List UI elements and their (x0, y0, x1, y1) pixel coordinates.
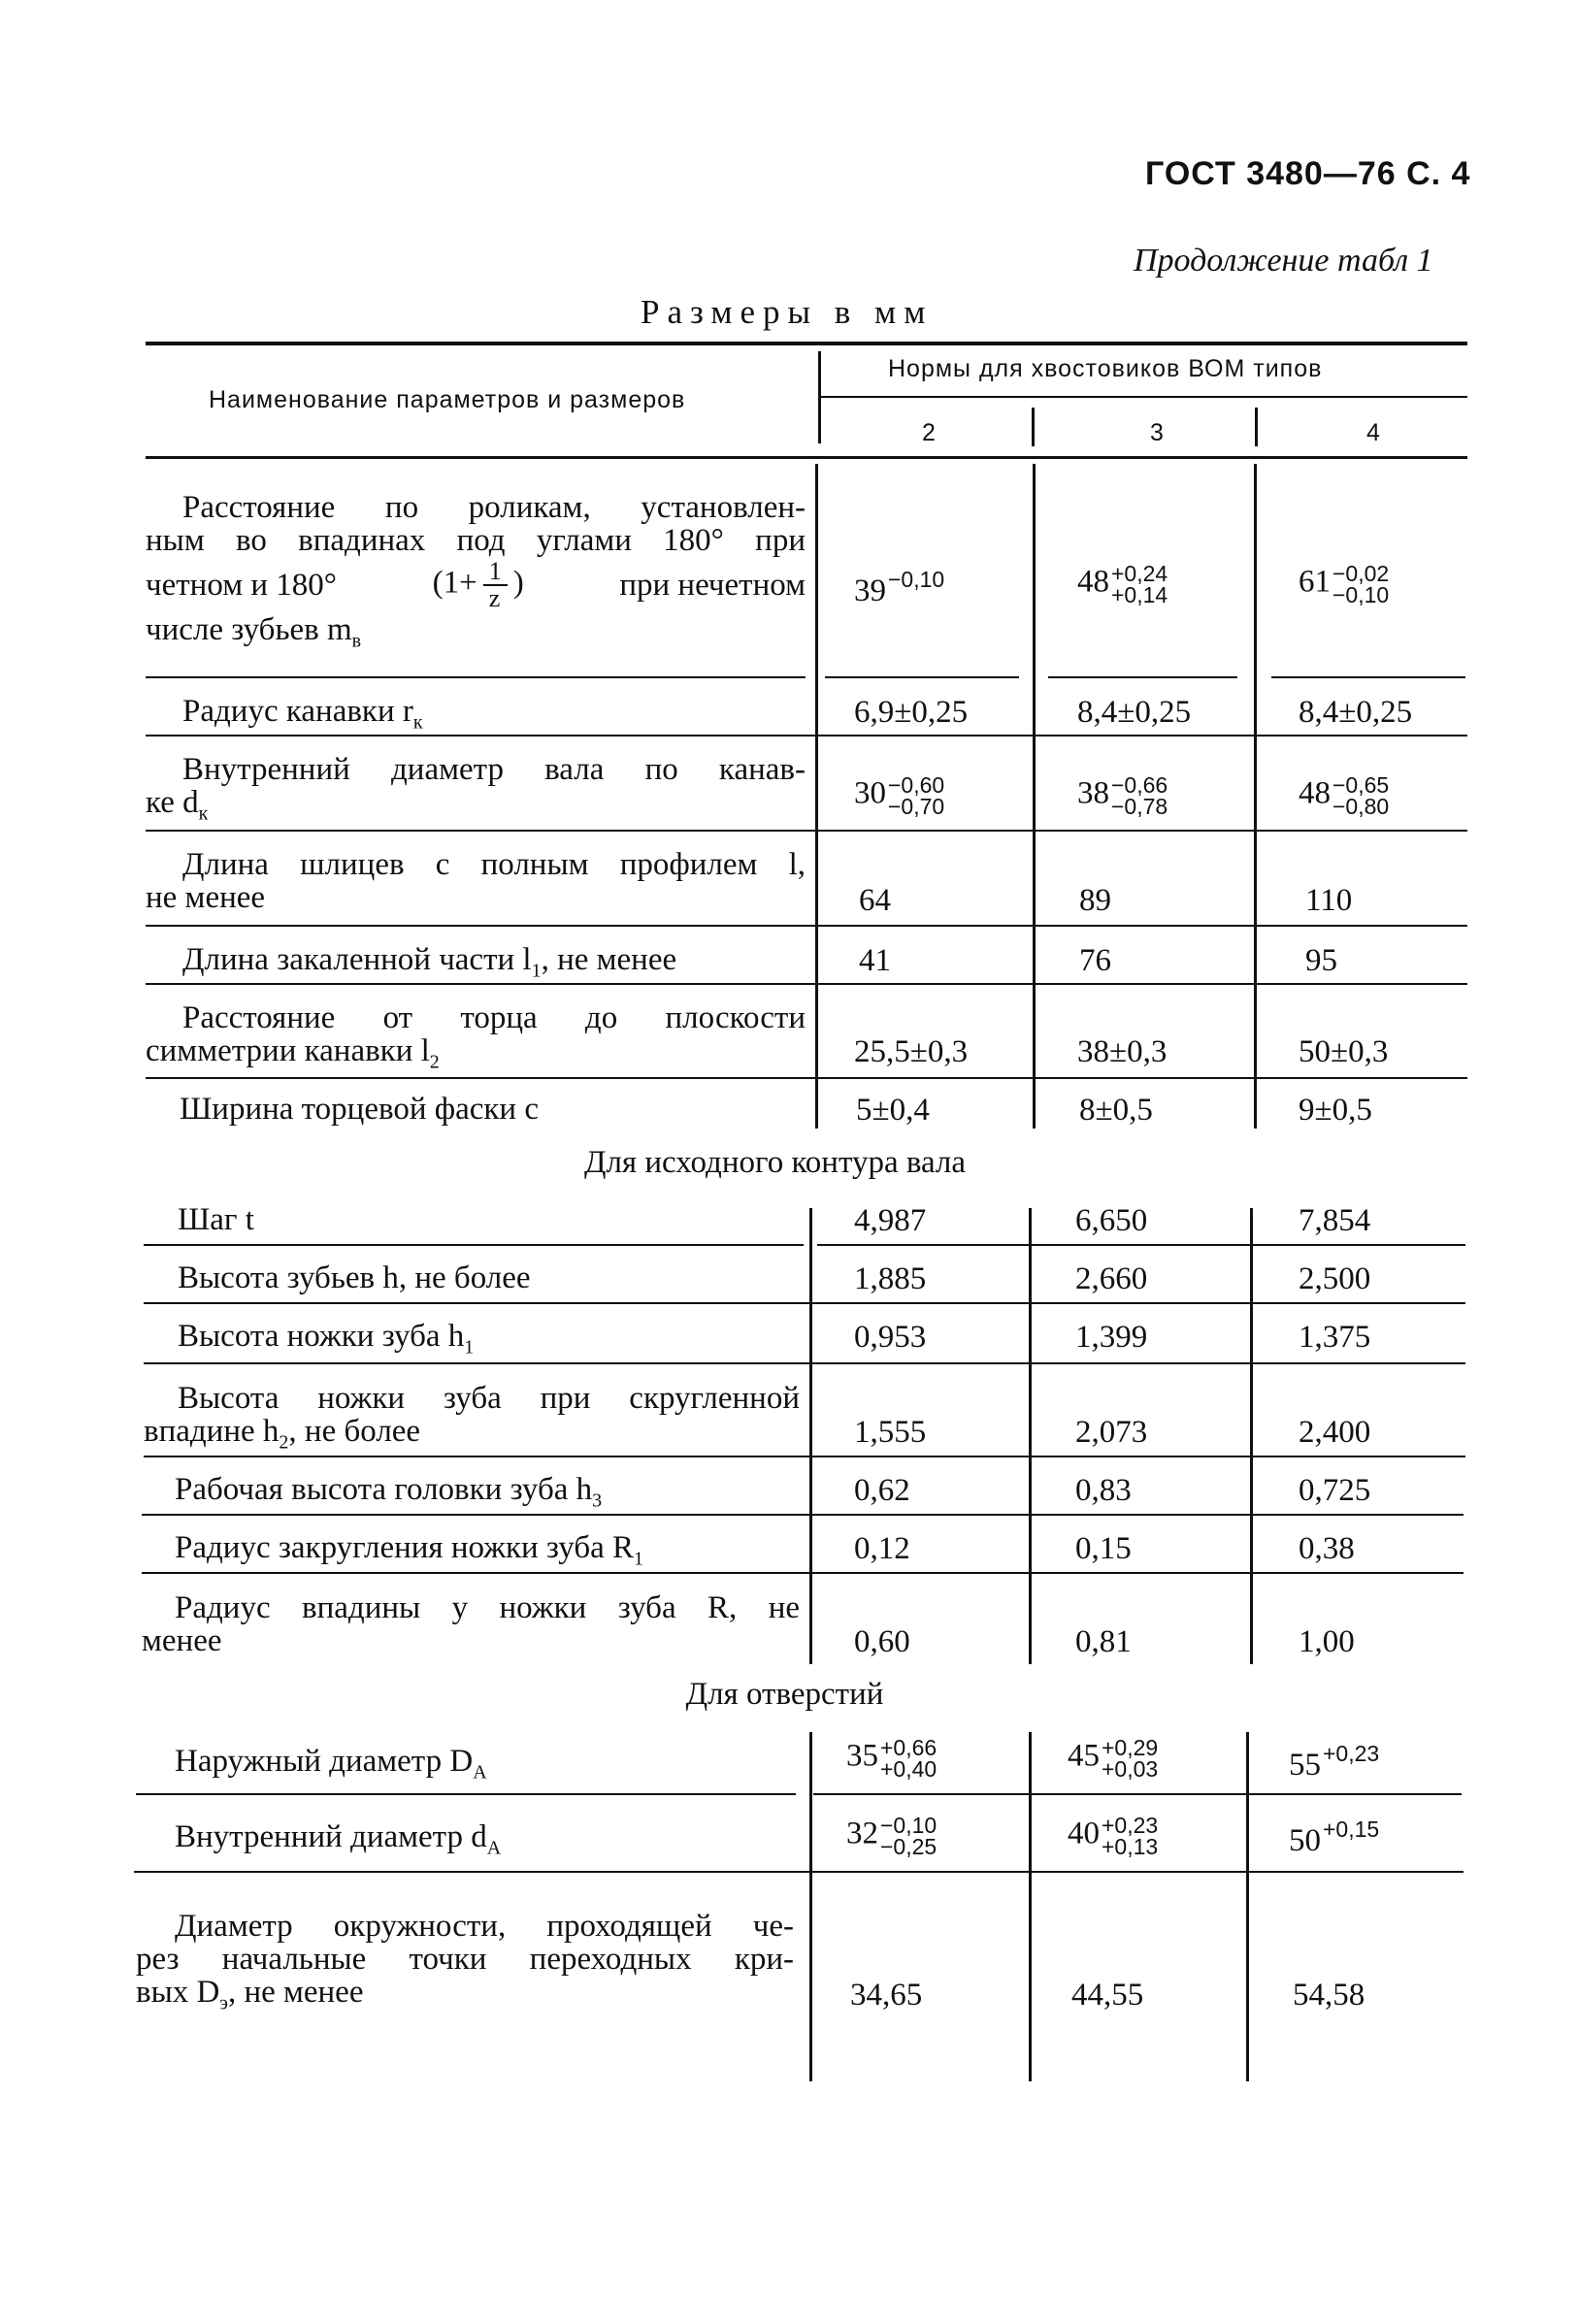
r9-type3-value: 2,660 (1075, 1261, 1148, 1296)
r9-type2-value: 1,885 (854, 1261, 927, 1296)
r6-type4-value: 50±0,3 (1299, 1034, 1389, 1069)
r1-type2-value (854, 567, 944, 609)
r10-type4-value: 1,375 (1299, 1320, 1371, 1355)
label-fragment: впадине h (144, 1414, 280, 1449)
col-divider-b3 (1250, 1208, 1253, 1664)
r2-type3-value: 8,4±0,25 (1077, 695, 1192, 730)
r12-type4-value: 0,725 (1299, 1473, 1371, 1508)
row-rule (817, 1244, 1465, 1246)
row-rule (1271, 676, 1465, 678)
r4-type3-value: 89 (1079, 883, 1111, 918)
row-rule (146, 1077, 1467, 1079)
base: 48 (1077, 564, 1109, 600)
row-hardened-length-label (182, 943, 676, 988)
row-rule (144, 1302, 1465, 1304)
label-fragment: симметрии канавки l (146, 1033, 430, 1068)
row-transition-circle-label (136, 1910, 794, 2020)
r4-type2-value: 64 (859, 883, 891, 918)
fraction-numerator: 1 (483, 559, 508, 586)
row-spline-length-label (146, 848, 806, 914)
table-top-rule (146, 342, 1467, 345)
label-line: Диаметр окружности, проходящей че- (175, 1909, 794, 1944)
row-rule (144, 1456, 1465, 1457)
label-line (146, 786, 806, 831)
label-line (136, 1976, 794, 2020)
r10-type3-value: 1,399 (1075, 1320, 1148, 1355)
row-rule (146, 830, 1467, 832)
upper-deviation: −0,10 (880, 1813, 938, 1838)
table-continuation-note: Продолжение табл 1 (1134, 243, 1433, 278)
label-line (146, 613, 806, 658)
subscript: э (219, 1992, 228, 2014)
tolerance (880, 1737, 937, 1780)
r17-type3-value: 44,55 (1071, 1978, 1144, 2013)
upper-deviation: +0,66 (880, 1735, 938, 1760)
row-rule (142, 1514, 1464, 1516)
units-caption: Размеры в мм (641, 293, 934, 331)
base: 38 (1077, 775, 1109, 811)
upper-deviation: +0,29 (1102, 1735, 1159, 1760)
tolerance (1111, 563, 1168, 606)
label-line: Внутренний диаметр вала по канав- (182, 752, 806, 787)
row-rule (142, 1572, 1464, 1574)
label-line: Радиус впадины у ножки зуба R, не (175, 1590, 800, 1625)
tolerance (1111, 774, 1168, 817)
label-fragment: вых D (136, 1975, 220, 2010)
base: 39 (854, 573, 886, 608)
label-line: Расстояние по роликам, установлен- (182, 490, 806, 525)
lower-deviation: +0,13 (1102, 1834, 1159, 1859)
row-outer-diameter-label (175, 1745, 487, 1789)
r12-type2-value: 0,62 (854, 1473, 910, 1508)
col-divider-b2 (1029, 1208, 1032, 1664)
label-line: не менее (146, 880, 266, 915)
type-3-header: 3 (1150, 419, 1165, 446)
r12-type3-value: 0,83 (1075, 1473, 1132, 1508)
row-inner-diameter-label (146, 753, 806, 831)
row-rule (146, 983, 1467, 985)
label-tail: , не более (288, 1414, 421, 1449)
row-rule (136, 1793, 796, 1795)
tolerance (1102, 1737, 1158, 1780)
col-divider-b1 (809, 1208, 812, 1664)
label-text: Радиус закругления ножки зуба R (175, 1530, 635, 1565)
r13-type2-value: 0,12 (854, 1531, 910, 1566)
row-rule (146, 735, 1467, 736)
label-tail: , не менее (541, 942, 677, 977)
label-fragment: при нечетном (619, 568, 806, 603)
lower-deviation: −0,80 (1332, 794, 1390, 819)
row-roller-distance-label (146, 491, 806, 658)
formula-open: (1+ (432, 565, 477, 601)
r8-type2-value: 4,987 (854, 1203, 927, 1238)
lower-deviation: −0,78 (1111, 794, 1168, 819)
base: 40 (1068, 1816, 1100, 1851)
r8-type3-value: 6,650 (1075, 1203, 1148, 1238)
r6-type2-value: 25,5±0,3 (854, 1034, 969, 1069)
norms-header: Нормы для хвостовиков ВОМ типов (888, 355, 1323, 382)
label-text: Внутренний диаметр d (175, 1819, 487, 1854)
col-divider-a1 (815, 464, 818, 1129)
subscript: 3 (592, 1489, 603, 1512)
subscript: 1 (464, 1336, 475, 1358)
base: 30 (854, 775, 886, 811)
upper-deviation: +0,24 (1111, 561, 1168, 586)
row-rule (1048, 676, 1237, 678)
row-inner-diameter-hole-label (175, 1820, 501, 1865)
label-tail: , не менее (227, 1975, 364, 2010)
r14-type3-value: 0,81 (1075, 1624, 1132, 1659)
label-text: Рабочая высота головки зуба h (175, 1472, 593, 1507)
row-rule (146, 925, 1467, 927)
r6-type3-value: 38±0,3 (1077, 1034, 1168, 1069)
r10-type2-value: 0,953 (854, 1320, 927, 1355)
label-line: Расстояние от торца до плоскости (182, 1000, 806, 1035)
formula-close: ) (512, 565, 524, 601)
label-text: Высота ножки зуба h (178, 1319, 465, 1354)
r7-type4-value: 9±0,5 (1299, 1093, 1372, 1128)
r5-type4-value: 95 (1305, 943, 1337, 978)
tolerance (1332, 774, 1389, 817)
r7-type3-value: 8±0,5 (1079, 1093, 1153, 1128)
row-working-height-label (175, 1473, 602, 1518)
base: 48 (1299, 775, 1331, 811)
r16-type2-value (846, 1815, 937, 1857)
r15-type3-value (1068, 1737, 1158, 1780)
row-rule (144, 1244, 804, 1246)
col-divider-c3 (1246, 1732, 1249, 2081)
subscript: А (473, 1761, 487, 1784)
r7-type2-value: 5±0,4 (856, 1093, 930, 1128)
base: 35 (846, 1738, 878, 1774)
row-rule (813, 1793, 1462, 1795)
row-end-distance-label (146, 1001, 806, 1079)
upper-deviation: −0,65 (1332, 772, 1390, 798)
header-col-divider-1 (818, 351, 821, 443)
base: 32 (846, 1816, 878, 1851)
col-divider-c1 (809, 1732, 812, 2081)
col-divider-c2 (1029, 1732, 1032, 2081)
subscript: 2 (279, 1431, 289, 1454)
label-line: Длина шлицев с полным профилем l, (182, 847, 806, 882)
row-tooth-height-label: Высота зубьев h, не более (178, 1260, 531, 1295)
r3-type4-value (1299, 774, 1389, 817)
subscript: 2 (429, 1051, 440, 1073)
label-line: Высота ножки зуба при скругленной (178, 1381, 800, 1416)
upper-deviation: +0,23 (1323, 1741, 1380, 1766)
r16-type3-value (1068, 1815, 1158, 1857)
lower-deviation: +0,14 (1111, 582, 1168, 607)
col-divider-a2 (1033, 464, 1036, 1129)
type-4-header: 4 (1366, 419, 1381, 446)
fraction (483, 559, 508, 611)
row-pitch-label: Шаг t (178, 1202, 254, 1237)
r1-type3-value (1077, 563, 1168, 606)
upper-deviation: −0,66 (1111, 772, 1168, 798)
tolerance (1332, 563, 1389, 606)
row-root-radius-label (142, 1591, 800, 1657)
tolerance (1102, 1815, 1158, 1857)
r16-type4-value (1289, 1817, 1379, 1859)
upper-deviation: +0,23 (1102, 1813, 1159, 1838)
subscript: А (486, 1837, 502, 1859)
subscript: к (198, 802, 209, 825)
tolerance (888, 774, 944, 817)
row-chamfer-width-label: Ширина торцевой фаски c (180, 1092, 539, 1127)
base: 50 (1289, 1823, 1321, 1858)
row-groove-radius-label (182, 695, 423, 739)
r2-type2-value: 6,9±0,25 (854, 695, 969, 730)
upper-deviation: −0,10 (888, 567, 945, 592)
tolerance (880, 1815, 937, 1857)
header-bottom-rule (146, 456, 1467, 459)
row-fillet-radius-label (175, 1531, 643, 1576)
fraction-denominator: z (488, 584, 501, 612)
label-fragment: четном и 180° (146, 568, 337, 603)
section-shaft-contour: Для исходного контура вала (583, 1145, 967, 1180)
r1-type4-value (1299, 563, 1389, 606)
label-line (144, 1415, 800, 1459)
r13-type4-value: 0,38 (1299, 1531, 1355, 1566)
lower-deviation: −0,25 (880, 1834, 938, 1859)
lower-deviation: +0,40 (880, 1756, 938, 1782)
row-dedendum-rounded-label (144, 1382, 800, 1459)
r11-type3-value: 2,073 (1075, 1415, 1148, 1450)
label-text: Радиус канавки r (182, 694, 413, 729)
header-col-divider-3 (1255, 408, 1258, 446)
type-2-header: 2 (922, 419, 937, 446)
r15-type2-value (846, 1737, 937, 1780)
upper-deviation: −0,02 (1332, 561, 1390, 586)
subscript: 1 (634, 1548, 644, 1570)
label-line: менее (142, 1623, 222, 1658)
r11-type4-value: 2,400 (1299, 1415, 1371, 1450)
r5-type2-value: 41 (859, 943, 891, 978)
base: 61 (1299, 564, 1331, 600)
standard-designation: ГОСТ 3480—76 С. 4 (1145, 155, 1471, 192)
r4-type4-value: 110 (1305, 883, 1353, 918)
norms-header-rule (820, 396, 1467, 398)
r14-type4-value: 1,00 (1299, 1624, 1355, 1659)
section-holes: Для отверстий (685, 1677, 884, 1712)
row-rule (144, 1362, 1465, 1364)
lower-deviation: −0,10 (1332, 582, 1390, 607)
row-rule (825, 676, 1019, 678)
r9-type4-value: 2,500 (1299, 1261, 1371, 1296)
r3-type2-value (854, 774, 944, 817)
lower-deviation: −0,70 (888, 794, 945, 819)
label-fragment: числе зубьев m (146, 612, 352, 647)
label-line: ным во впадинах под углами 180° при (146, 523, 806, 558)
label-text: Наружный диаметр D (175, 1744, 474, 1779)
base: 45 (1068, 1738, 1100, 1774)
r11-type2-value: 1,555 (854, 1415, 927, 1450)
r15-type4-value (1289, 1741, 1379, 1784)
header-col-divider-2 (1032, 408, 1035, 446)
subscript: в (351, 630, 362, 652)
r8-type4-value: 7,854 (1299, 1203, 1371, 1238)
row-rule (146, 676, 806, 678)
formula (433, 559, 524, 611)
r17-type2-value: 34,65 (850, 1978, 923, 2013)
label-fragment: ке d (146, 785, 199, 820)
col-divider-a3 (1254, 464, 1257, 1129)
param-column-header: Наименование параметров и размеров (209, 386, 686, 413)
row-rule (134, 1871, 1464, 1873)
upper-deviation: +0,15 (1323, 1817, 1380, 1842)
base: 55 (1289, 1748, 1321, 1783)
r2-type4-value: 8,4±0,25 (1299, 695, 1413, 730)
r3-type3-value (1077, 774, 1168, 817)
r17-type4-value: 54,58 (1293, 1978, 1365, 2013)
subscript: 1 (531, 960, 542, 982)
lower-deviation: +0,03 (1102, 1756, 1159, 1782)
upper-deviation: −0,60 (888, 772, 945, 798)
label-text: Длина закаленной части l (182, 942, 532, 977)
label-line: рез начальные точки переходных кри- (136, 1942, 794, 1977)
label-line (146, 557, 806, 613)
r13-type3-value: 0,15 (1075, 1531, 1132, 1566)
row-dedendum-label (178, 1320, 474, 1364)
r5-type3-value: 76 (1079, 943, 1111, 978)
r14-type2-value: 0,60 (854, 1624, 910, 1659)
label-line (146, 1034, 806, 1079)
subscript: к (412, 711, 423, 734)
